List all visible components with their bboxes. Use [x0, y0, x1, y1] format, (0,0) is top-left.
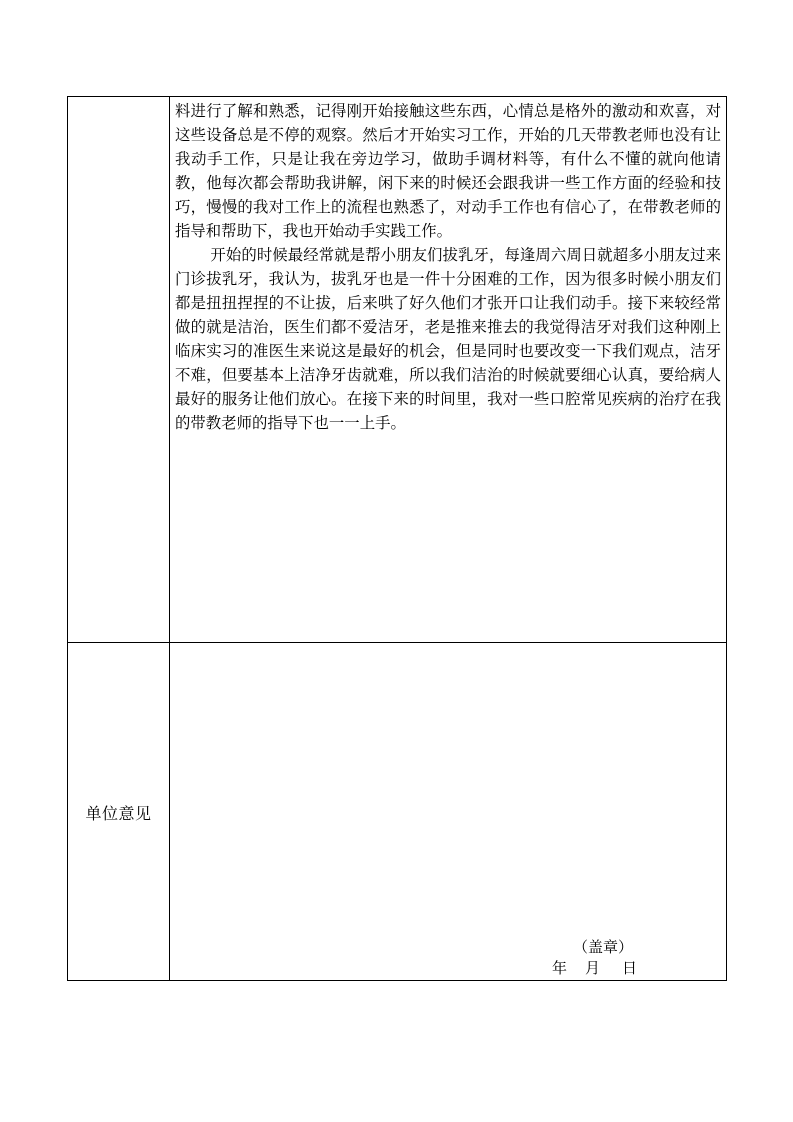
- opinion-label-cell: [68, 643, 169, 981]
- seal-note: （盖章）: [573, 938, 634, 956]
- report-paragraph-2: 开始的时候最经常就是帮小朋友们拔乳牙，每逢周六周日就超多小朋友过来门诊拔乳牙，我认为，拔乳牙也是一件十分困难的工作，因为很多时候小朋友们都是扭扭捏捏的不让拔，后来哄了好久他们才张开口让我们动手。接下来较经常做的就是洁治，医生们都不爱洁牙，老是推来推去的我觉得洁牙对我们这种刚上临床实习的准医生来说这是最好的机会，但是同时也要改变一下我们观点，洁牙不难，但要基本上洁净牙齿就难，所以我们洁治的时候就要细心认真，要给病人最好的服务让他们放心。在接下来的时间里，我对一些口腔常见疾病的治疗在我的带教老师的指导下也一一上手。: [175, 246, 721, 432]
- column-divider: [169, 97, 170, 980]
- report-paragraph-1: 料进行了解和熟悉，记得刚开始接触这些东西，心情总是格外的激动和欢喜，对这些设备总是不停的观察。然后才开始实习工作，开始的几天带教老师也没有让我动手工作，只是让我在旁边学习，做助手调材料等，有什么不懂的就向他请教，他每次都会帮助我讲解，闲下来的时候还会跟我讲一些工作方面的经验和技巧，慢慢的我对工作上的流程也熟悉了，对动手工作也有信心了，在带教老师的指导和帮助下，我也开始动手实践工作。: [175, 102, 721, 240]
- date-year-label: 年: [552, 959, 568, 977]
- date-day-label: 日: [622, 959, 638, 977]
- opinion-label: 单位意见: [85, 803, 152, 823]
- date-month-label: 月: [585, 959, 601, 977]
- date-line: [552, 959, 637, 977]
- internship-report-cell: [175, 99, 721, 639]
- report-form-table: [67, 96, 727, 981]
